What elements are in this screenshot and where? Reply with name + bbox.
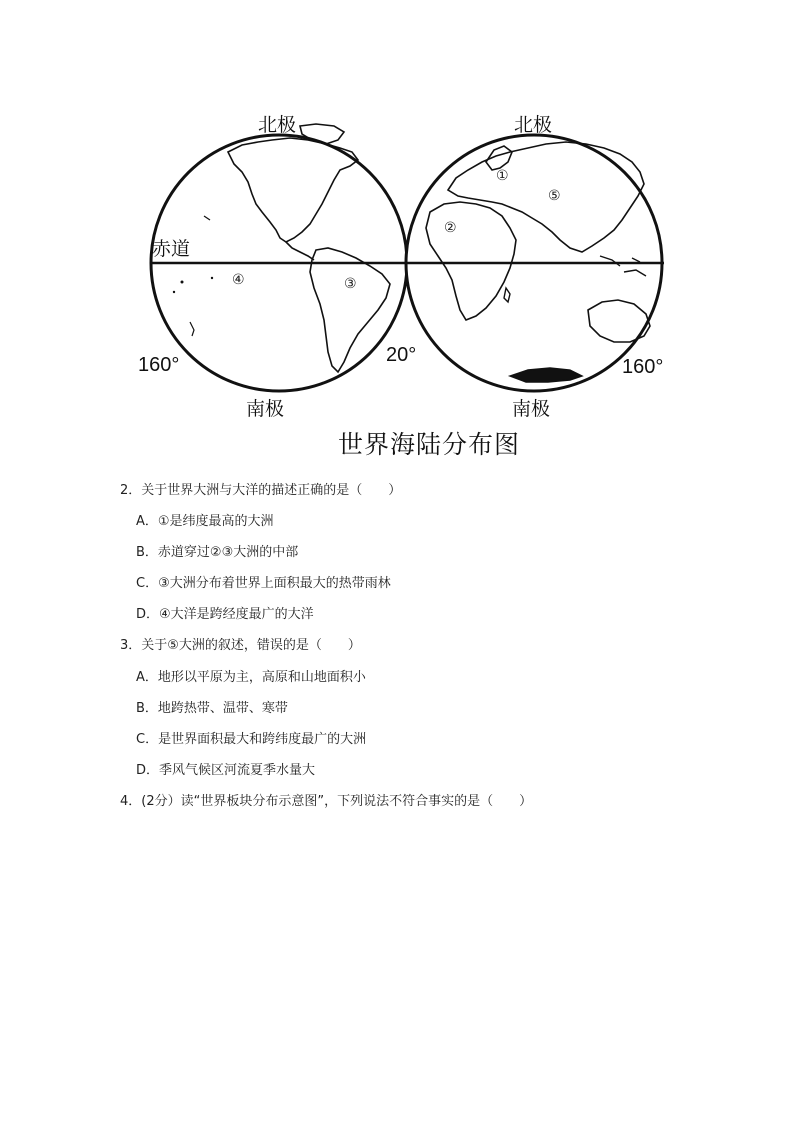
question-3-stem: 3．关于⑤大洲的叙述，错误的是（ ） [120,638,361,653]
question-3-option-a: A．地形以平原为主，高原和山地面积小 [136,670,366,685]
longitude-label-left: 160° [138,354,180,376]
question-2-option-a: A．①是纬度最高的大洲 [136,514,274,529]
question-2-stem: 2．关于世界大洲与大洋的描述正确的是（ ） [120,483,402,498]
north-pole-label-right: 北极 [514,114,553,136]
world-land-sea-map [130,100,690,470]
question-4-stem: 4．(2分）读“世界板块分布示意图”，下列说法不符合事实的是（ ） [120,794,533,809]
question-3-option-c: C．是世界面积最大和跨纬度最广的大洲 [136,732,367,747]
question-2-option-b: B．赤道穿过②③大洲的中部 [136,545,299,560]
marker-5: ⑤ [548,188,561,204]
question-2-option-d: D．④大洋是跨经度最广的大洋 [136,607,314,622]
marker-1: ① [496,168,509,184]
south-pole-label-left: 南极 [246,398,285,420]
equator-label: 赤道 [152,238,191,260]
marker-2: ② [444,220,457,236]
map-title: 世界海陆分布图 [338,430,521,459]
north-pole-label-left: 北极 [258,114,297,136]
longitude-label-center: 20° [386,344,417,366]
marker-4: ④ [232,272,245,288]
longitude-label-right: 160° [622,356,664,378]
question-2-option-c: C．③大洲分布着世界上面积最大的热带雨林 [136,576,391,591]
hemispheres-svg [130,100,690,470]
marker-3: ③ [344,276,357,292]
south-pole-label-right: 南极 [512,398,551,420]
question-3-option-b: B．地跨热带、温带、寒带 [136,701,288,716]
question-3-option-d: D．季风气候区河流夏季水量大 [136,763,316,778]
